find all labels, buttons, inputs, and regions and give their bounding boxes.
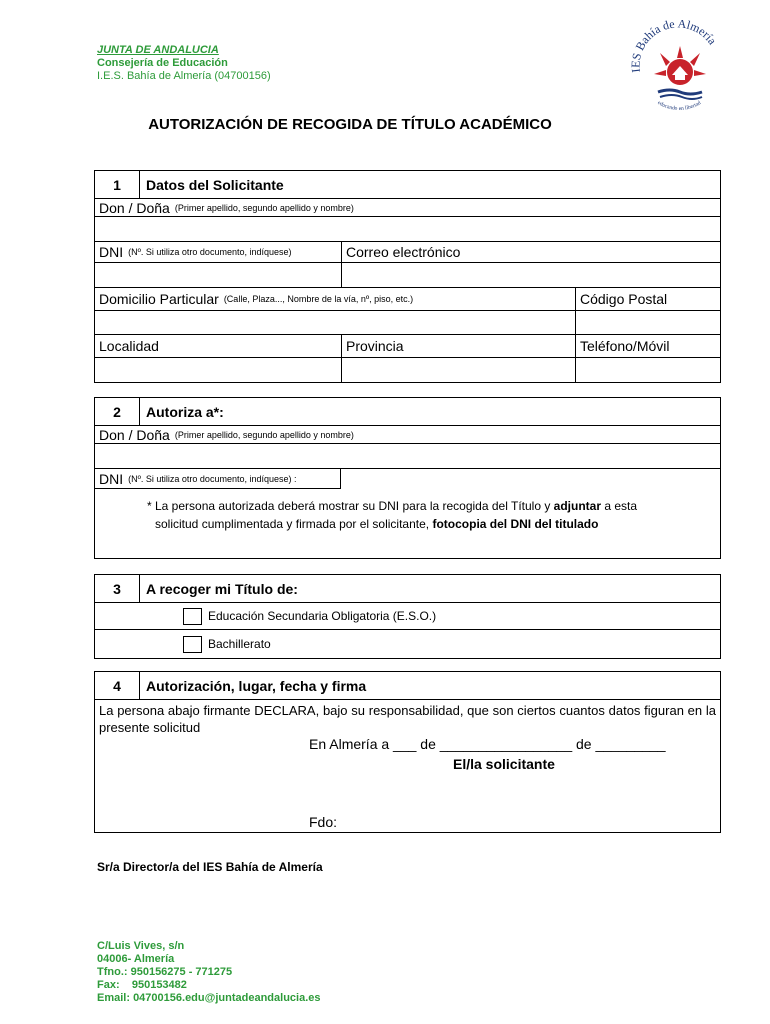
bachillerato-checkbox[interactable] bbox=[183, 636, 202, 653]
note-text: solicitud cumplimentada y firmada por el solicitante, bbox=[155, 517, 433, 531]
note-text: * La persona autorizada deberá mostrar su DNI para la recogida del Título y bbox=[147, 499, 554, 513]
section-header bbox=[95, 672, 720, 700]
sun-logo-icon bbox=[628, 20, 728, 120]
postal-input[interactable] bbox=[575, 311, 720, 334]
section-title: Autorización, lugar, fecha y firma bbox=[146, 677, 367, 694]
svg-text:educando en libertad bbox=[656, 100, 702, 112]
phone-label: Teléfono/Móvil bbox=[575, 335, 720, 357]
name-hint: (Primer apellido, segundo apellido y nombre) bbox=[174, 429, 354, 440]
bachillerato-label: Bachillerato bbox=[208, 637, 271, 651]
school-logo bbox=[628, 20, 728, 120]
name-label-text: Don / Doña bbox=[99, 199, 170, 216]
dni-email-fields bbox=[95, 263, 720, 288]
place-date-line[interactable]: En Almería a ___ de _________________ de _________ bbox=[309, 736, 666, 752]
contact-email[interactable]: Email: 04700156.edu@juntadeandalucia.es bbox=[97, 992, 321, 1004]
note-text: a esta bbox=[601, 499, 638, 513]
section-number: 2 bbox=[95, 398, 140, 425]
eso-checkbox[interactable] bbox=[183, 608, 202, 625]
contact-fax: Fax: 950153482 bbox=[97, 979, 187, 991]
dni-label bbox=[95, 469, 341, 489]
section-number: 1 bbox=[95, 171, 140, 198]
label-row bbox=[95, 242, 720, 263]
name-label-text: Don / Doña bbox=[99, 426, 170, 443]
contact-address: C/Luis Vives, s/n bbox=[97, 940, 185, 952]
option-bachillerato[interactable] bbox=[95, 630, 720, 658]
section-number: 4 bbox=[95, 672, 140, 699]
dni-row bbox=[95, 469, 720, 489]
section-title: Autoriza a*: bbox=[146, 403, 224, 420]
section-header bbox=[95, 575, 720, 603]
address-label bbox=[95, 288, 575, 310]
name-input[interactable] bbox=[95, 217, 720, 241]
option-eso[interactable] bbox=[95, 603, 720, 630]
dni-input[interactable] bbox=[95, 263, 341, 287]
label-row bbox=[95, 199, 720, 217]
authorized-dni-input[interactable] bbox=[341, 469, 720, 489]
letterhead bbox=[97, 44, 271, 83]
name-field[interactable] bbox=[95, 217, 720, 242]
section-title: Datos del Solicitante bbox=[146, 176, 284, 193]
postal-label: Código Postal bbox=[575, 288, 720, 310]
school-contact bbox=[97, 940, 321, 1005]
province-label: Provincia bbox=[341, 335, 575, 357]
declaration-text: La persona abajo firmante DECLARA, bajo su responsabilidad, que son ciertos cuantos datos figuran en la presente solicitud bbox=[99, 703, 716, 735]
authorization-note bbox=[95, 489, 720, 533]
dni-hint: (Nº. Si utiliza otro documento, indíquese) : bbox=[128, 473, 297, 484]
section-number: 3 bbox=[95, 575, 140, 602]
letterhead-junta: JUNTA DE ANDALUCIA bbox=[97, 44, 219, 56]
province-input[interactable] bbox=[341, 358, 575, 382]
phone-input[interactable] bbox=[575, 358, 720, 382]
label-row bbox=[95, 426, 720, 444]
dni-hint: (Nº. Si utiliza otro documento, indíquese) bbox=[128, 247, 292, 257]
name-label bbox=[95, 426, 720, 443]
locality-label: Localidad bbox=[99, 338, 159, 354]
addressee: Sr/a Director/a del IES Bahía de Almería bbox=[97, 860, 323, 874]
authorized-name-input[interactable] bbox=[95, 444, 720, 468]
dni-label-text: DNI bbox=[99, 244, 124, 260]
note-bold: fotocopia del DNI del titulado bbox=[432, 517, 599, 531]
email-label: Correo electrónico bbox=[341, 242, 720, 262]
address-hint: (Calle, Plaza..., Nombre de la vía, nº, piso, etc.) bbox=[223, 294, 414, 304]
section-header bbox=[95, 398, 720, 426]
address-input[interactable] bbox=[95, 311, 575, 334]
eso-label: Educación Secundaria Obligatoria (E.S.O.) bbox=[208, 609, 437, 623]
logo-text: IES Bahía de Almería bbox=[628, 20, 720, 74]
name-label bbox=[95, 199, 720, 216]
dni-label bbox=[95, 242, 341, 262]
signature-label[interactable]: Fdo: bbox=[309, 814, 338, 830]
address-fields bbox=[95, 311, 720, 335]
section-authorize bbox=[94, 397, 721, 559]
section-signature bbox=[94, 671, 721, 833]
contact-city: 04006- Almería bbox=[97, 953, 175, 965]
signer-label: El/la solicitante bbox=[453, 756, 555, 772]
letterhead-consejeria: Consejería de Educación bbox=[97, 57, 228, 69]
section-title: A recoger mi Título de: bbox=[146, 580, 298, 597]
page-title: AUTORIZACIÓN DE RECOGIDA DE TÍTULO ACADÉMICO bbox=[148, 116, 552, 133]
logo-motto: educando en libertad bbox=[656, 99, 703, 112]
label-row bbox=[95, 288, 720, 311]
note-bold: adjuntar bbox=[553, 499, 602, 513]
section-applicant bbox=[94, 170, 721, 383]
dni-label-text: DNI bbox=[99, 470, 124, 487]
locality-fields bbox=[95, 358, 720, 382]
address-label-text: Domicilio Particular bbox=[99, 291, 219, 307]
name-field[interactable] bbox=[95, 444, 720, 469]
locality-input[interactable] bbox=[95, 358, 341, 382]
email-input[interactable] bbox=[341, 263, 720, 287]
section-header bbox=[95, 171, 720, 199]
section-title-type bbox=[94, 574, 721, 659]
name-hint: (Primer apellido, segundo apellido y nombre) bbox=[174, 202, 354, 213]
letterhead-school: I.E.S. Bahía de Almería (04700156) bbox=[97, 70, 271, 82]
label-row bbox=[95, 335, 720, 358]
contact-phone: Tfno.: 950156275 - 771275 bbox=[97, 966, 233, 978]
